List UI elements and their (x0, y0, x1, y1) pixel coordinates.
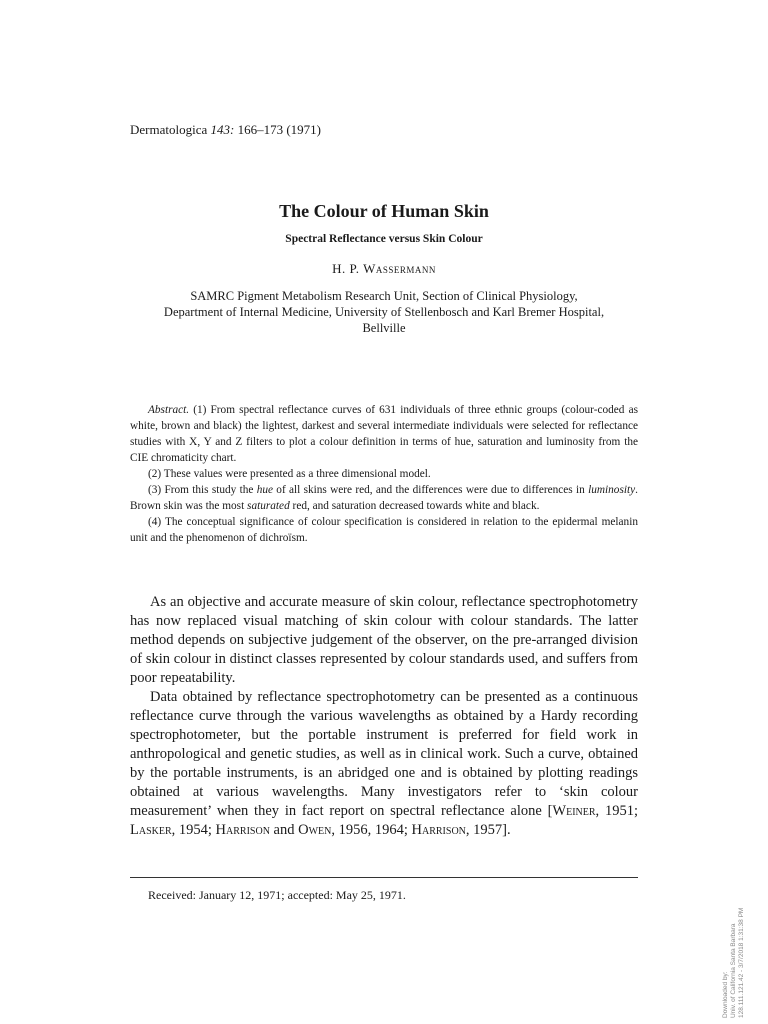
affiliation-line: Department of Internal Medicine, University of Stellenbosch and Karl Bremer Hospital, (163, 305, 605, 319)
watermark-line: 128.111.121.42 - 3/7/2018 1:31:38 PM (738, 907, 745, 1018)
citation-year: , 1954; (171, 822, 216, 838)
journal-citation (130, 122, 321, 138)
citation-year: , 1951; (595, 803, 638, 819)
abstract-paragraph (130, 482, 638, 514)
citation-year: , 1956, 1964; (331, 822, 412, 838)
abstract-text: . Brown skin was the most (130, 484, 638, 512)
author-name: H. P. Wassermann (332, 261, 436, 276)
abstract-label: Abstract. (148, 404, 190, 416)
download-watermark (722, 908, 746, 1018)
watermark-line: Downloaded by: (722, 971, 729, 1018)
author-affiliation (110, 288, 658, 336)
citation-year: , 1957]. (465, 822, 511, 838)
abstract-text: red, and saturation decreased towards white and black. (289, 500, 540, 512)
article-subtitle: Spectral Reflectance versus Skin Colour (285, 233, 483, 245)
body-text (130, 593, 638, 840)
watermark-line: Univ. of California Santa Barbara (730, 923, 737, 1018)
citation-author: Harrison (215, 822, 270, 838)
emphasis-saturated: saturated (247, 500, 290, 512)
footnote-divider (130, 877, 638, 878)
abstract-paragraph: (2) These values were presented as a three dimensional model. (148, 468, 431, 480)
journal-pages: 166–173 (1971) (234, 122, 322, 137)
citation-connector: and (269, 822, 299, 838)
journal-name: Dermatologica (130, 122, 211, 137)
abstract-text: of all skins were red, and the differences were due to differences in (273, 484, 589, 496)
journal-volume: 143: (210, 122, 235, 137)
abstract-text: (3) From this study the (148, 484, 257, 496)
affiliation-line: SAMRC Pigment Metabolism Research Unit, Section of Clinical Physiology, (190, 289, 578, 303)
body-text-span: Data obtained by reflectance spectrophotometry can be presented as a continuous reflectance curve through the various wavelengths as obtained by a Hardy recording spectrophotometer, but the portable instrument is preferred for field work in anthropological and genetic studies, as well as in clinical work. Such a curve, obtained by the portable instruments, is an abridged one and is obtained by plotting readings obtained at various wavelengths. Many investigators refer to ‘skin colour measurement’ when they in fact report on spectral reflectance alone [ (130, 689, 638, 819)
emphasis-hue: hue (256, 484, 274, 496)
body-paragraph (130, 688, 638, 840)
body-paragraph: As an objective and accurate measure of skin colour, reflectance spectrophotometry has now replaced visual matching of skin colour with colour standards. The latter method depends on subjective judgement of the observer, on the pre-arranged division of skin colour in distinct classes represented by colour standards used, and suffers from poor repeatability. (130, 594, 638, 686)
affiliation-line: Bellville (362, 321, 406, 335)
emphasis-luminosity: luminosity (588, 484, 636, 496)
citation-author: Lasker (130, 822, 172, 838)
citation-author: Harrison (411, 822, 466, 838)
received-footnote: Received: January 12, 1971; accepted: May 25, 1971. (148, 888, 406, 902)
article-title: The Colour of Human Skin (279, 201, 489, 221)
abstract-text: (1) From spectral reflectance curves of 631 individuals of three ethnic groups (colour-coded as white, brown and black) the lightest, darkest and several intermediate individuals were selected for reflectance studies with X, Y and Z filters to plot a colour definition in terms of hue, saturation and luminosity from the CIE chromaticity chart. (130, 404, 638, 464)
citation-author: Weiner (552, 803, 596, 819)
abstract-paragraph (130, 402, 638, 466)
citation-author: Owen (298, 822, 332, 838)
abstract-paragraph: (4) The conceptual significance of colour specification is considered in relation to the epidermal melanin unit and the phenomenon of dichroïsm. (130, 516, 638, 544)
abstract (130, 402, 638, 546)
